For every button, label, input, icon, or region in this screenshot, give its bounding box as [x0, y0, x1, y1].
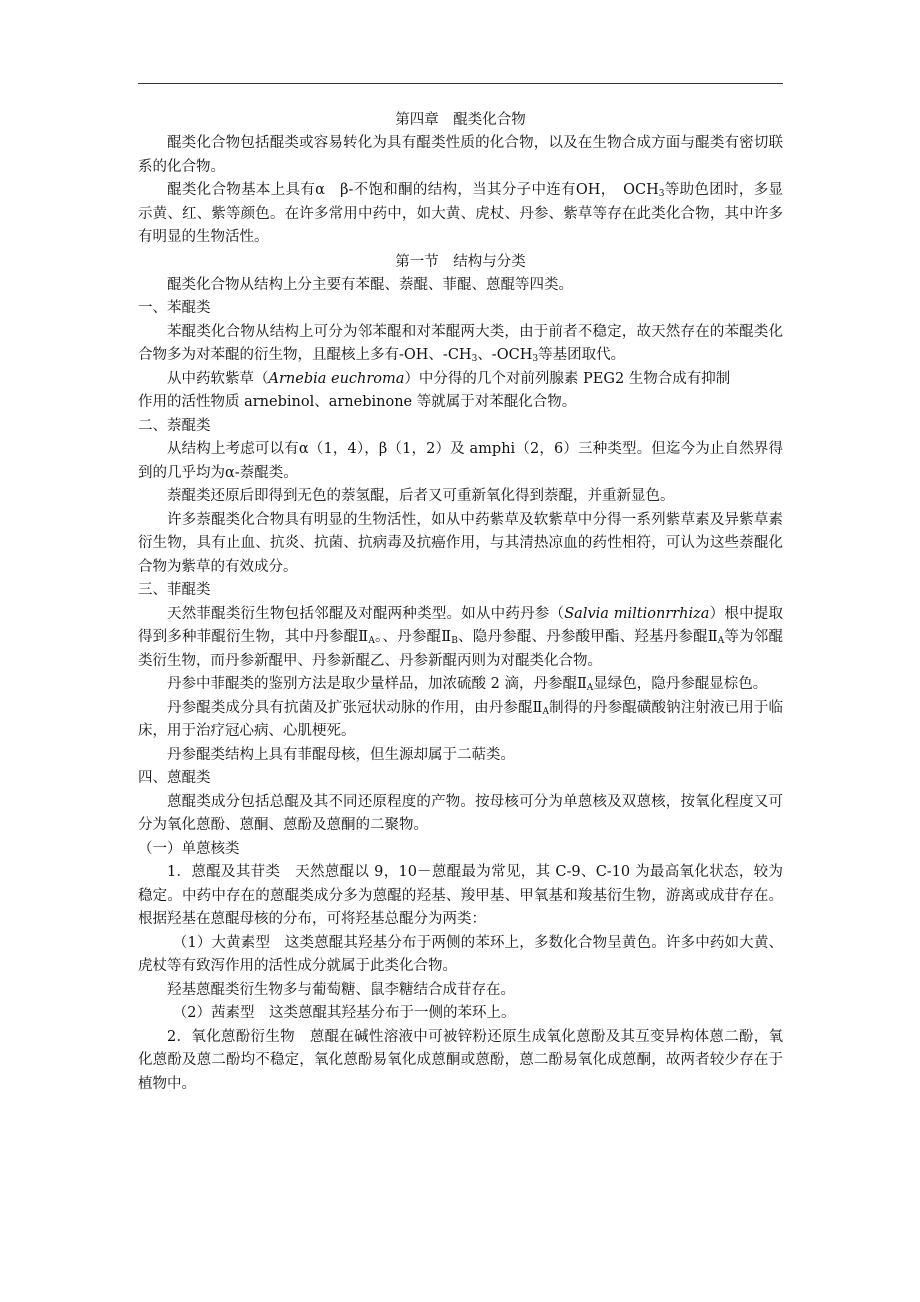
phenanthro-paragraph-1: 天然菲醌类衍生物包括邻醌及对醌两种类型。如从中药丹参（Salvia miltionrrhiza）根中提取得到多种菲醌衍生物，其中丹参醌$Ⅱ_A$。、丹参醌$Ⅱ_B$、隐丹参醌、丹参酸甲酯、羟基丹参醌$Ⅱ_A$等为邻醌类衍生物，而丹参新醌甲、丹参新醌乙、丹参新醌丙则为对醌类化合物。	[138, 605, 784, 669]
subheading-single-anthracene: （一）单蒽核类	[138, 840, 240, 857]
chapter-title: 第四章 醌类化合物	[395, 112, 526, 128]
benzo-paragraph-2: 从中药软紫草（Arnebia euchroma）中分得的几个对前列腺素 PEG2 生物合成有抑制	[167, 370, 731, 387]
document-body	[138, 108, 783, 1096]
anthra-item-1a: （1）大黄素型 这类蒽醌其羟基分布于两侧的苯环上，多数化合物呈黄色。许多中药如大黄、虎杖等有致泻作用的活性成分就属于此类化合物。	[138, 934, 783, 974]
anthra-item-2: 2．氧化蒽酚衍生物 蒽醌在碱性溶液中可被锌粉还原生成氧化蒽酚及其互变异构体蒽二酚，氧化蒽酚及蒽二酚均不稳定，氧化蒽酚易氧化成蒽酮或蒽酚，蒽二酚易氧化成蒽酮，故两者较少存在于植物中。	[138, 1028, 783, 1092]
benzo-paragraph-1: 苯醌类化合物从结构上可分为邻苯醌和对苯醌两大类，由于前者不稳定，故天然存在的苯醌类化合物多为对苯醌的衍生物，且醌核上多有-OH、$-CH_3$、$-OCH_3$等基团取代。	[138, 323, 783, 364]
intro-paragraph-1: 醌类化合物包括醌类或容易转化为具有醌类性质的化合物，以及在生物合成方面与醌类有密切联系的化合物。	[138, 135, 783, 175]
phenanthro-paragraph-4: 丹参醌类结构上具有菲醌母核，但生源却属于二萜类。	[167, 746, 515, 763]
intro-paragraph-2: 醌类化合物基本上具有α β-不饱和酮的结构，当其分子中连有OH， $OCH_3$等助色团时，多显示黄、红、紫等颜色。在许多常用中药中，如大黄、虎杖、丹参、紫草等存在此类化合物，其中许多有明显的生物活性。	[138, 182, 784, 245]
section-title-structure: 第一节 结构与分类	[395, 253, 526, 270]
anthra-item-1a-note: 羟基蒽醌类衍生物多与葡萄糖、鼠李糖结合成苷存在。	[167, 981, 515, 998]
heading-naphthoquinones: 二、萘醌类	[138, 417, 211, 434]
naphtho-paragraph-2: 萘醌类还原后即得到无色的萘氢醌，后者又可重新氧化得到萘醌，并重新显色。	[167, 488, 675, 504]
naphtho-paragraph-3: 许多萘醌类化合物具有明显的生物活性，如从中药紫草及软紫草中分得一系列紫草素及异紫草素衍生物，具有止血、抗炎、抗菌、抗病毒及抗癌作用，与其清热凉血的药性相符，可认为这些萘醌化合物为紫草的有效成分。	[138, 511, 783, 575]
section-paragraph: 醌类化合物从结构上分主要有苯醌、萘醌、菲醌、蒽醌等四类。	[167, 276, 573, 293]
heading-benzoquinones: 一、苯醌类	[138, 300, 211, 316]
benzo-paragraph-2-cont: 作用的活性物质 arnebinol、arnebinone 等就属于对苯醌化合物。	[138, 394, 577, 410]
anthra-item-1: 1．蒽醌及其苷类 天然蒽醌以 9，10－蒽醌最为常见，其 C-9、C-10 为最高氧化状态，较为稳定。中药中存在的蒽醌类成分多为蒽醌的羟基、羧甲基、甲氧基和羧基衍生物，游离或成苷存在。根据羟基在蒽醌母核的分布，可将羟基总醌分为两类：	[138, 864, 783, 927]
phenanthro-paragraph-2: 丹参中菲醌类的鉴别方法是取少量样品，加浓硫酸 2 滴，丹参醌$Ⅱ_A$显绿色，隐丹参醌显棕色。	[167, 676, 768, 693]
heading-anthraquinones: 四、蒽醌类	[138, 770, 211, 786]
naphtho-paragraph-1: 从结构上考虑可以有α（1，4），β（1，2）及 amphi（2，6）三种类型。但迄今为止自然界得到的几乎均为α-萘醌类。	[138, 441, 783, 481]
anthra-item-1b: （2）茜素型 这类蒽醌其羟基分布于一侧的苯环上。	[172, 1005, 516, 1021]
heading-phenanthraquinones: 三、菲醌类	[138, 582, 211, 598]
phenanthro-paragraph-3: 丹参醌类成分具有抗菌及扩张冠状动脉的作用，由丹参醌$Ⅱ_A$制得的丹参醌磺酸钠注射液已用于临床，用于治疗冠心病、心肌梗死。	[138, 699, 784, 739]
header-rule	[138, 83, 783, 84]
anthra-paragraph-1: 蒽醌类成分包括总醌及其不同还原程度的产物。按母核可分为单蒽核及双蒽核，按氧化程度又可分为氧化蒽酚、蒽酮、蒽酚及蒽酮的二聚物。	[138, 793, 783, 833]
